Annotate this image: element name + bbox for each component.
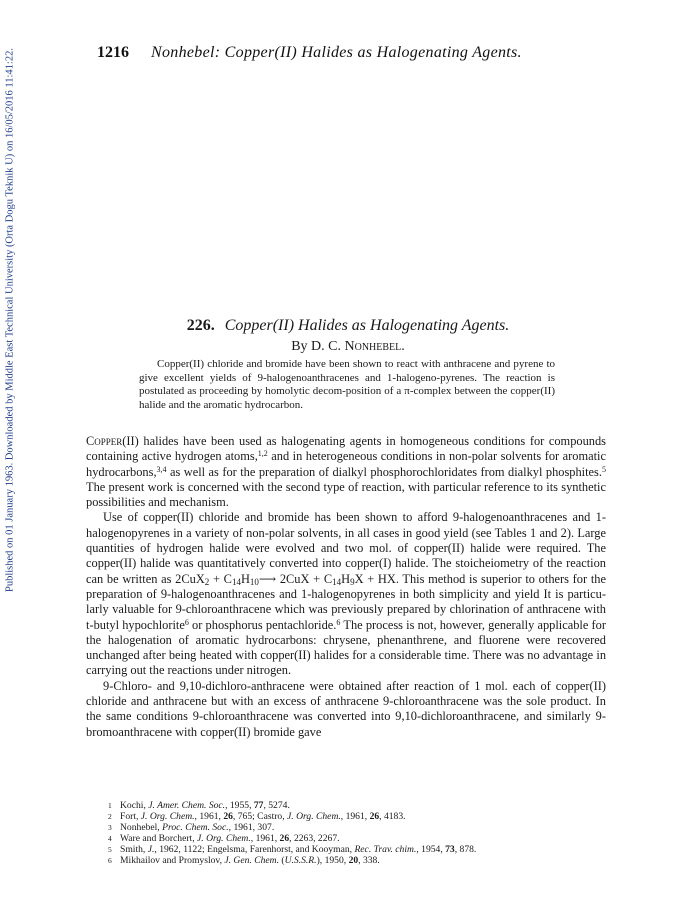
body-text: or phosphorus pentachloride.	[192, 617, 337, 632]
article-number: 226.	[186, 317, 215, 334]
title-part: Halides as Halogenating Agents.	[298, 317, 510, 334]
body-text: halide was quantitatively converted into copper	[140, 556, 379, 571]
formula-subscript: 14	[332, 576, 342, 587]
oxidation-state: (II)	[540, 385, 555, 397]
page-number: 1216	[97, 44, 129, 61]
citation-ref: 6	[184, 617, 189, 627]
body-text: halides for a considerable time. There was no advantage in carrying out the reactions under nitrogen.	[86, 648, 607, 678]
paragraph-1	[86, 434, 606, 510]
ref-text: , 1955,	[225, 800, 254, 811]
ref-volume: 26	[279, 833, 290, 845]
ref-text: , 765; Castro,	[232, 811, 288, 823]
body-text: as well as for the preparation of dialkyl phosphorochloridates from dialkyl phosphites.	[170, 464, 602, 479]
article-title	[0, 317, 696, 335]
body-text: chloride and bromide has been shown to afford 9-halogenoanthracenes and 1-halogenopyrenes in a variety of non-polar solvents, in all cases in good yield (see Tables 1 and 2). Large quantities of hydrogen halide were evolved and two mol. of copper	[86, 510, 606, 556]
title-part: Copper	[224, 317, 273, 334]
ref-journal: J. Org. Chem.	[140, 811, 195, 823]
formula-subscript: 2	[204, 576, 210, 587]
running-title	[151, 44, 522, 61]
article-author	[0, 339, 696, 355]
body-text: halides have been used as halogenating agents in homogeneous conditions for compounds containing active hydrogen atoms,	[86, 434, 606, 464]
ref-text: , 1962, 1122; Engelsma, Farenhorst, and Kooyman,	[154, 844, 355, 856]
body-text: 9-Chloro- and 9,10-dichloro-anthracene were obtained after reaction of 1 mol. each of copper	[103, 678, 590, 693]
ref-journal: Rec. Trav. chim.	[354, 844, 417, 856]
reference-number: 3	[108, 823, 112, 833]
references	[108, 800, 598, 867]
citation-ref: 6	[336, 617, 341, 627]
paragraph-3	[86, 679, 606, 740]
ref-text: ), 1950,	[316, 855, 349, 867]
oxidation-state: (II)	[119, 556, 137, 571]
running-author: Nonhebel:	[151, 44, 221, 61]
formula-subscript: 14	[231, 576, 241, 587]
abstract-text: Copper	[157, 358, 190, 370]
ref-volume: 26	[369, 811, 380, 823]
body-text: chloride and anthracene but with an excess of anthracene 9-chloroanthracene was the sole product. In the same conditions 9-chloroanthracene was converted into 9,10-dichloroanthracene, and similarly 9-bromoanthracene with copper	[86, 694, 606, 739]
ref-journal: Proc. Chem. Soc.	[162, 822, 229, 834]
ref-authors: Kochi,	[120, 800, 149, 811]
oxidation-state: (II)	[589, 678, 606, 693]
paragraph-2	[86, 510, 606, 678]
oxidation-state: (II)	[122, 434, 139, 448]
ref-text: , 5274.	[263, 800, 290, 811]
oxidation-state: (II)	[189, 358, 205, 370]
running-title-part: Halides as Halogenating Agents.	[301, 44, 522, 61]
author-name: Nonhebel.	[344, 339, 405, 354]
ref-volume: 77	[253, 800, 264, 811]
body-text: The process is not, however, generally applicable for the halogenation of aromatic hydrocarbons: chrysene, phenanthrene, and fluorene were recovered unchanged after being heated with copper	[86, 617, 606, 663]
reference-item	[108, 833, 598, 844]
abstract-text: halide and the aromatic hydrocarbon.	[139, 398, 304, 411]
ref-journal: U.S.S.R.	[284, 855, 317, 867]
reference-item	[108, 800, 598, 811]
article-body	[86, 434, 606, 740]
oxidation-state: (II)	[176, 510, 194, 525]
citation-ref: 1,2	[257, 449, 268, 459]
formula-subscript: 10	[249, 576, 259, 587]
article-title-text	[225, 317, 510, 334]
ref-journal: J. Org. Chem.	[287, 811, 341, 823]
ref-authors: Ware and Borchert,	[120, 833, 198, 845]
reference-item	[108, 855, 598, 866]
ref-text: (	[279, 855, 285, 867]
ref-text: , 878.	[454, 844, 477, 856]
reaction-arrow: ⟶	[258, 571, 277, 586]
oxidation-state: (II)	[447, 541, 465, 556]
ref-authors: Mikhailov and Promyslov,	[120, 855, 225, 867]
ref-journal: J. Amer. Chem. Soc.	[148, 800, 226, 811]
running-title-part: Copper	[224, 44, 275, 61]
reference-number: 2	[108, 812, 112, 822]
running-title-oxidation: (II)	[274, 44, 297, 61]
ref-text: , 1961,	[194, 811, 224, 823]
running-head	[97, 44, 522, 62]
body-text: halide were required. The copper	[86, 541, 606, 571]
ref-authors: Nonhebel,	[120, 822, 163, 834]
download-notice-text: Published on 01 January 1963. Downloaded by Middle East Technical University (Orta Dogu Teknik U) on 16/05/2016 11:41:22.	[4, 48, 16, 592]
reference-item	[108, 822, 598, 833]
lead-word: Copper	[86, 434, 123, 448]
oxidation-state: (I)	[378, 556, 392, 571]
oxidation-state: (II)	[233, 724, 251, 739]
ref-text: , 4183.	[379, 811, 406, 823]
ref-journal: J. Org. Chem.	[197, 833, 251, 845]
citation-ref: 3,4	[156, 464, 167, 474]
formula-subscript: 9	[350, 576, 355, 587]
ref-text: , 1961,	[340, 811, 370, 823]
formula-text: 2CuX + C	[279, 571, 333, 586]
abstract	[139, 358, 555, 412]
author-prefix: By D. C.	[291, 339, 341, 354]
formula-text: H	[341, 571, 351, 586]
ref-authors: Fort,	[120, 811, 141, 823]
ref-text: , 1961,	[250, 833, 280, 845]
ref-journal: J. Gen. Chem.	[224, 855, 279, 867]
body-text: This method is superior to others for the preparation of 9-halogenoanthracenes and 1-halogenopyrenes in both simplicity and yield It is particu-larly valuable for 9-chloroanthracene which was previously prepared by chlorination of anthracene with t-butyl hypochlorite	[86, 571, 606, 632]
ref-volume: 73	[445, 844, 455, 856]
body-text: bromide gave	[253, 724, 322, 739]
ref-text: , 338.	[358, 855, 380, 867]
ref-authors: Smith,	[120, 844, 148, 856]
reference-item	[108, 811, 598, 822]
title-oxidation: (II)	[272, 317, 295, 334]
reference-item	[108, 844, 598, 855]
ref-volume: 20	[348, 855, 359, 867]
reference-number: 6	[108, 856, 112, 866]
oxidation-state: (II)	[294, 648, 311, 663]
citation-ref: 5	[601, 464, 606, 474]
reference-number: 5	[108, 845, 112, 855]
formula-text: X + HX.	[354, 571, 399, 586]
body-text: The present work is concerned with the second type of reaction, with particular reference to its synthetic possibilities and mechanism.	[86, 479, 606, 510]
abstract-text: chloride and bromide have been shown to react with anthracene and pyrene to give excellent yields of 9-halogenoanthracenes and 1-halogeno-pyrenes. The reaction is postulated as proceeding by homolytic decom-position of a π-complex between the copper	[139, 358, 556, 397]
body-text: Use of copper	[103, 510, 177, 525]
reference-number: 4	[108, 834, 112, 844]
ref-text: , 1954,	[416, 844, 446, 856]
body-text: and in heterogeneous conditions in non-polar solvents for aromatic hydrocarbons,	[86, 449, 606, 479]
ref-text: , 1961, 307.	[228, 822, 275, 834]
formula-text: + C	[209, 571, 232, 586]
body-text: halide. The stoicheiometry of the reaction can be written as 2CuX	[86, 556, 606, 586]
reference-number: 1	[108, 801, 112, 810]
ref-journal: J.	[147, 844, 155, 856]
ref-text: , 2263, 2267.	[289, 833, 340, 845]
ref-volume: 26	[223, 811, 233, 823]
formula-text: H	[240, 571, 250, 586]
